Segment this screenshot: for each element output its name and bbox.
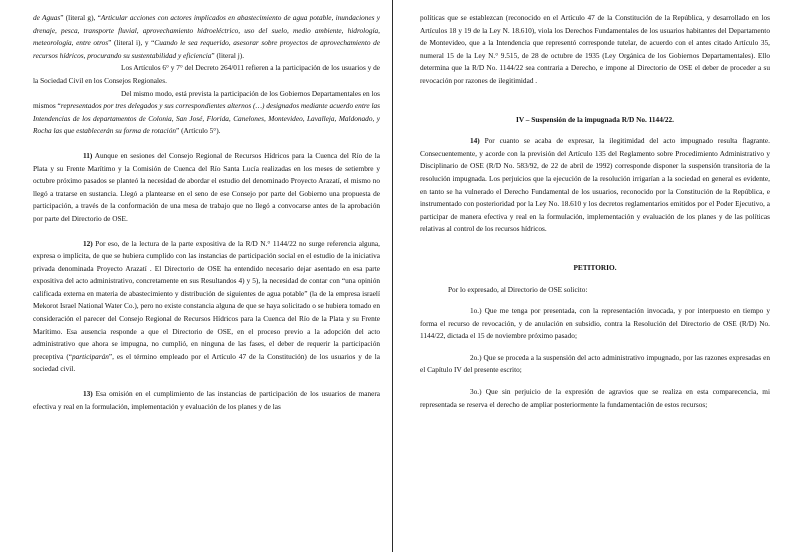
paragraph-text: Por cuanto se acaba de expresar, la ilegitimidad del acto impugnado resulta flagrante. Consecuentemente, y acorde con la previsión del Artículo 135 del Reglamento sobre Procedimiento Administrativo y Disciplinario de OSE (R/D No. 583/92, de 22 de abril de 1992) corresponde disponer la suspensión transitoria de la resolución impugnada. Los perjuicios que la ejecución de la resolución irrigarían a la sociedad en general es evidente, en tanto se ha vulnerado el Derecho Fundamental de los usuarios, reconocido por la Constitución de la República, e instrumentado con posterioridad por la Ley No. 18.610 y los decretos reglamentarios emitidos por el Poder Ejecutivo, a participar de manera efectiva y real en la formulación, implementación y evaluación de los planes y de las políticas relativas al control de los recursos hídricos. bbox=[420, 136, 770, 234]
plain-text: ” (literal i), y “ bbox=[108, 38, 155, 48]
paragraph-number: 12) bbox=[83, 238, 93, 248]
paragraph-number: 13) bbox=[83, 389, 93, 399]
paragraph-11 bbox=[33, 150, 380, 226]
plain-text: Del mismo modo, está prevista la participación de los Gobiernos Departamentales en los mismos “ bbox=[33, 88, 380, 111]
petition-item-1: 1o.) Que me tenga por presentada, con la representación invocada, y por interpuesto en tiempo y forma el recurso de revocación, y de anulación en subsidio, contra la Resolución del Directorio de OSE (R/D) No. 1144/22, dictada el 15 de noviembre próximo pasado; bbox=[420, 306, 770, 341]
paragraph-12 bbox=[33, 238, 380, 377]
paragraph-text: Por eso, de la lectura de la parte expositiva de la R/D N.° 1144/22 no surge referencia alguna, expresa o implícita, de que se hubiera cumplido con las instancias de participación social en el estudio de la iniciativa privada denominada Proyecto Arazatí . El Directorio de OSE ha entendido necesario dejar asentado en esa parte expositiva del acto administrativo, concretamente en sus Resultandos 4) y 5), la necesidad de contar con “una opinión calificada externa en materia de abastecimiento y distribución de siguientes de agua potable” (la de la empresa israelí Mekorot Israel National Water Co.), pero no existe constancia alguna de que se haya solicitado o se hubiera tomado en consideración el parecer del Consejo Regional de Recursos Hídricos para la Cuenca del Río de la Plata y su Frente Marítimo. Esa ausencia responde a que el Directorio de OSE, en el proceso previo a la adopción del acto administrativo que ahora se impugna, no cumplió, en ninguna de las fases, el deber de requerir la participación preceptiva (“ bbox=[33, 238, 380, 361]
paragraph-number: 14) bbox=[470, 136, 480, 146]
paragraph-departamentos bbox=[33, 88, 380, 138]
plain-text: ” (literal g), “ bbox=[60, 13, 101, 22]
petition-item-3: 3o.) Que sin perjuicio de la expresión de agravios que se realiza en esta comparecencia, mi representada se reserva el derecho de ampliar posteriormente la fundamentación de estos recursos; bbox=[420, 387, 770, 409]
quote-text: Cuando le sea requerido, asesorar sobre proyectos de aprovechamiento de recursos hídricos, procurando su sustentabilidad y eficiencia bbox=[33, 38, 380, 60]
plain-text: ” (Artículo 5°). bbox=[176, 126, 221, 136]
document-page-right bbox=[394, 0, 788, 552]
plain-text: ” (literal j). bbox=[211, 50, 245, 60]
paragraph-continuation: políticas que se establezcan (reconocido en el Artículo 47 de la Constitución de la República, y desarrollado en los Artículos 18 y 19 de la Ley N. 18.610), viola los Derechos Fundamentales de los usuarios habitantes del Departamento de Montevideo, que a la Intendencia que representó corresponde tutelar, de acuerdo con el antes citado Artículo 35, numeral 15 de la Ley N.° 9.515, de 28 de octubre de 1935 (Ley Orgánica de los Gobiernos Departamentales). Ello determina que la R/D No. 1144/22 sea contraria a Derecho, e impone al Directorio de OSE el deber de proceder a su revocación por razones de ilegitimidad . bbox=[420, 13, 770, 85]
paragraph-quotes bbox=[33, 12, 380, 62]
paragraph-number: 11) bbox=[83, 150, 93, 160]
paragraph-text: Esa omisión en el cumplimiento de las instancias de participación de los usuarios de manera efectiva y real en la formulación, implementación y evaluación de los planes y de las bbox=[33, 389, 380, 411]
quote-text: representados por tres delegados y sus correspondientes alternos (…) designados mediante acuerdo entre las Intendencias de los departamentos de Colonia, San José, Florida, Canelones, Montevideo, Lavalleja, Maldonado, y Rocha las que establecerán su forma de rotación bbox=[33, 101, 380, 136]
paragraph-decree: Los Artículos 6° y 7° del Decreto 264/011 refieren a la participación de los usuarios y de la Sociedad Civil en los Consejos Regionales. bbox=[33, 63, 380, 85]
petition-item-2: 2o.) Que se proceda a la suspensión del acto administrativo impugnado, por las razones expresadas en el Capítulo IV del presente escrito; bbox=[420, 352, 770, 375]
paragraph-text: Aunque en sesiones del Consejo Regional de Recursos Hídricos para la Cuenca del Río de la Plata y su Frente Marítimo y la Comisión de Cuenca del Río Santa Lucía realizadas en los meses de setiembre y octubre próximo pasados se planteó la necesidad de abordar el estudio del denominado Proyecto Arazatí, el mismo no llegó a tratarse en sustancia. Llegó a plantearse en el seno de ese Consejo por parte del Gobierno una propuesta de participación, a través de la conformación de una mesa de trabajo que no llegó a convocarse antes de la aprobación por parte del Directorio de OSE. bbox=[33, 150, 380, 223]
quote-text: participarán bbox=[72, 351, 109, 361]
quote-text: de Aguas bbox=[33, 13, 61, 22]
paragraph-13 bbox=[33, 388, 380, 413]
paragraph-solicito: Por lo expresado, al Directorio de OSE solicito: bbox=[448, 284, 588, 294]
section-heading-petitorio: PETITORIO. bbox=[573, 262, 617, 272]
paragraph-text: ”, es el término empleado por el Artículo 47 de la Constitución) de los usuarios y de la sociedad civil. bbox=[33, 351, 380, 374]
quote-text: Articular acciones con actores implicados en abastecimiento de agua potable, inundaciones y drenaje, pesca, transporte fluvial, aprovechamiento hidroeléctrico, uso del suelo, medio ambiente, hidrología, meteorología, entre otros bbox=[33, 13, 380, 48]
paragraph-14 bbox=[420, 135, 770, 236]
page-divider bbox=[392, 0, 393, 552]
section-heading-iv: IV – Suspensión de la impugnada R/D No. 1144/22. bbox=[515, 114, 674, 124]
